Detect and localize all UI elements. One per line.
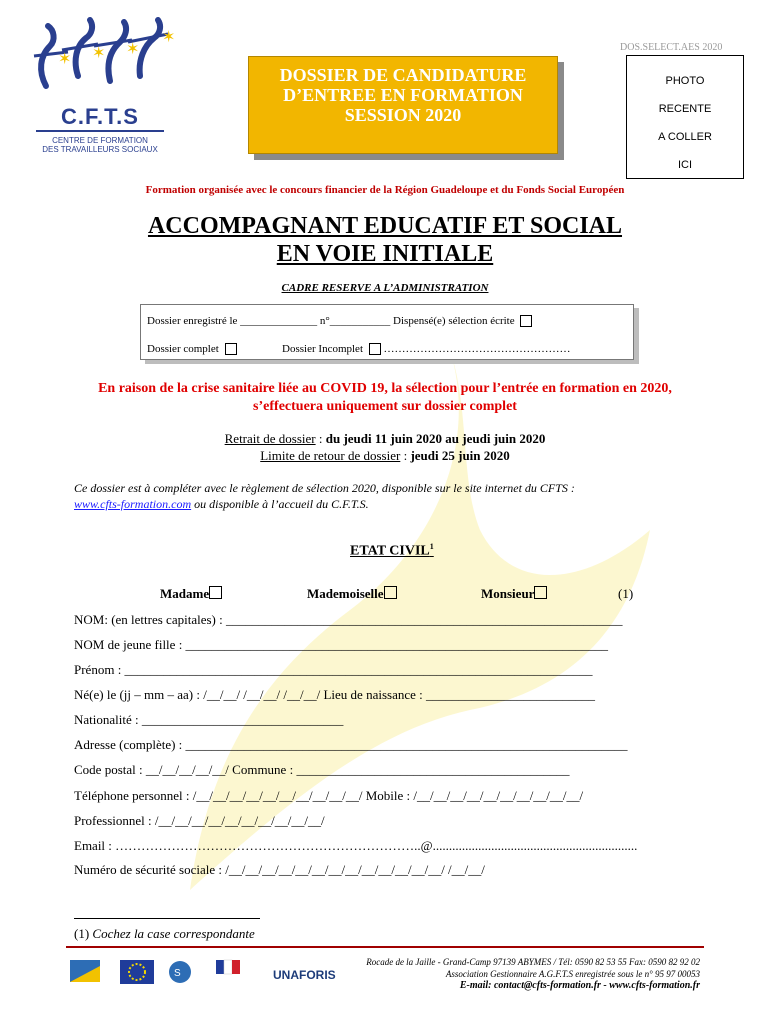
field-securite-sociale[interactable]: Numéro de sécurité sociale : /__/__/__/__/__/__/__/__/__/__/__/__/__/ /__/__/ [74, 862, 485, 877]
covid-line2: s’effectuera uniquement sur dossier complet [253, 399, 517, 414]
limite-line [0, 447, 770, 464]
retrait-separator: : [315, 431, 326, 446]
logo-subtitle-line2: DES TRAVAILLEURS SOCIAUX [42, 145, 158, 154]
retrait-value: du jeudi 11 juin 2020 au jeudi juin 2020 [325, 431, 546, 446]
unaforis-logo: UNAFORIS [273, 968, 336, 982]
admin-row-status [147, 343, 571, 355]
svg-text:S: S [174, 968, 181, 979]
field-adresse[interactable]: Adresse (complète) : ____________________________________________________________________ [74, 737, 628, 752]
main-title-line2: EN VOIE INITIALE [276, 241, 494, 267]
admin-registration-text: Dossier enregistré le ______________ n°___________ Dispensé(e) sélection écrite [147, 315, 515, 327]
dossier-complet-label: Dossier complet [147, 343, 219, 355]
monsieur-checkbox[interactable] [534, 586, 547, 599]
photo-placeholder [626, 55, 744, 179]
footnote-text: Cochez la case correspondante [89, 926, 255, 941]
document-reference: DOS.SELECT.AES 2020 [620, 42, 723, 53]
svg-text:✶: ✶ [58, 51, 72, 68]
region-guadeloupe-logo [70, 960, 100, 982]
dossier-title-line2: D’ENTREE EN FORMATION [283, 85, 523, 105]
europe-engage-logo [169, 961, 191, 983]
field-prenom[interactable]: Prénom : ________________________________________________________________________ [74, 662, 593, 677]
dispense-checkbox[interactable] [520, 315, 532, 327]
etat-civil-footnote-mark: 1 [429, 542, 434, 551]
admin-box [140, 304, 634, 360]
cfts-website-link[interactable]: www.cfts-formation.com [74, 497, 192, 511]
dossier-incomplet-label: Dossier Incomplet [282, 343, 363, 355]
field-date-lieu-naissance[interactable]: Né(e) le (jj – mm – aa) : /__/__/ /__/__/ /__/__/ Lieu de naissance : __________________________ [74, 687, 595, 702]
dancers-icon [28, 16, 178, 104]
mademoiselle-checkbox[interactable] [384, 586, 397, 599]
photo-line1: PHOTO [665, 75, 705, 87]
svg-text:✶: ✶ [126, 41, 140, 58]
dossier-incomplet-dots: …………………………………………… [383, 343, 571, 355]
admin-section-title: CADRE RESERVE A L’ADMINISTRATION [281, 282, 489, 294]
footer-rule [66, 946, 704, 948]
cfts-logo [28, 16, 188, 156]
covid-notice [60, 380, 710, 416]
footnote-separator [74, 918, 260, 919]
field-professionnel[interactable]: Professionnel : /__/__/__/__/__/__/__/__/__/__/ [74, 813, 325, 828]
note-text-after: ou disponible à l’accueil du C.F.T.S. [191, 497, 369, 511]
logo-subtitle-line1: CENTRE DE FORMATION [52, 136, 148, 145]
civility-mademoiselle [307, 586, 397, 602]
field-code-postal-commune[interactable]: Code postal : __/__/__/__/__/ Commune : __________________________________________ [74, 762, 570, 777]
civility-madame [160, 586, 222, 602]
field-telephone-mobile[interactable]: Téléphone personnel : /__/__/__/__/__/__/__/__/__/__/ Mobile : /__/__/__/__/__/__/__/__/__/__/ [74, 788, 584, 803]
limite-separator: : [400, 448, 411, 463]
civility-monsieur [481, 586, 547, 602]
photo-line3: A COLLER [658, 131, 712, 143]
main-title [0, 212, 770, 268]
retrait-line [0, 430, 770, 447]
field-nom[interactable]: NOM: (en lettres capitales) : _____________________________________________________________ [74, 612, 623, 627]
svg-text:✶: ✶ [162, 29, 176, 46]
funding-note: Formation organisée avec le concours financier de la Région Guadeloupe et du Fonds Social Européen [145, 184, 625, 196]
dossier-title-line3: SESSION 2020 [344, 105, 462, 125]
footnote [74, 926, 255, 942]
retrait-label: Retrait de dossier [224, 431, 316, 446]
footer-address: Rocade de la Jaille - Grand-Camp 97139 ABYMES / Tél: 0590 82 53 55 Fax: 0590 82 92 02 [366, 957, 700, 967]
covid-line1: En raison de la crise sanitaire liée au COVID 19, la sélection pour l’entrée en formation en 2020, [98, 381, 672, 396]
main-title-line1: ACCOMPAGNANT EDUCATIF ET SOCIAL [147, 213, 623, 239]
limite-label: Limite de retour de dossier [260, 448, 401, 463]
prefecture-logo [216, 960, 240, 974]
logo-name: C.F.T.S [36, 104, 164, 132]
field-nationalite[interactable]: Nationalité : _______________________________ [74, 712, 344, 727]
madame-label: Madame [160, 586, 210, 601]
dossier-complet-checkbox[interactable] [225, 343, 237, 355]
dossier-incomplet-checkbox[interactable] [369, 343, 381, 355]
mademoiselle-label: Mademoiselle [307, 586, 384, 601]
download-note [74, 480, 724, 512]
civility-footnote-ref: (1) [618, 586, 634, 601]
etat-civil-title-text: ETAT CIVIL [350, 543, 430, 559]
limite-value: jeudi 25 juin 2020 [410, 448, 510, 463]
field-nom-jeune-fille[interactable]: NOM de jeune fille : _________________________________________________________________ [74, 637, 609, 652]
svg-text:✶: ✶ [92, 45, 106, 62]
photo-line4: ICI [677, 159, 693, 171]
admin-row-registration [147, 315, 532, 327]
dates-block [0, 430, 770, 464]
eu-flag-icon [120, 960, 154, 984]
dossier-title-line1: DOSSIER DE CANDIDATURE [279, 65, 527, 85]
field-email[interactable]: Email : ……………………………………………………………..@............................................................... [74, 838, 638, 853]
note-text-before: Ce dossier est à compléter avec le règlement de sélection 2020, disponible sur le site internet du CFTS : [74, 481, 575, 495]
monsieur-label: Monsieur [481, 586, 535, 601]
footer-contact [340, 956, 700, 992]
footer-association: Association Gestionnaire A.G.F.T.S enregistrée sous le n° 95 97 00053 [445, 969, 700, 979]
etat-civil-title [350, 542, 434, 560]
footnote-mark: (1) [74, 926, 90, 941]
dossier-title-box [248, 56, 558, 154]
madame-checkbox[interactable] [209, 586, 222, 599]
logo-subtitle [28, 136, 172, 154]
photo-line2: RECENTE [658, 103, 712, 115]
footer-email-web[interactable]: E-mail: contact@cfts-formation.fr - www.cfts-formation.fr [459, 980, 700, 991]
